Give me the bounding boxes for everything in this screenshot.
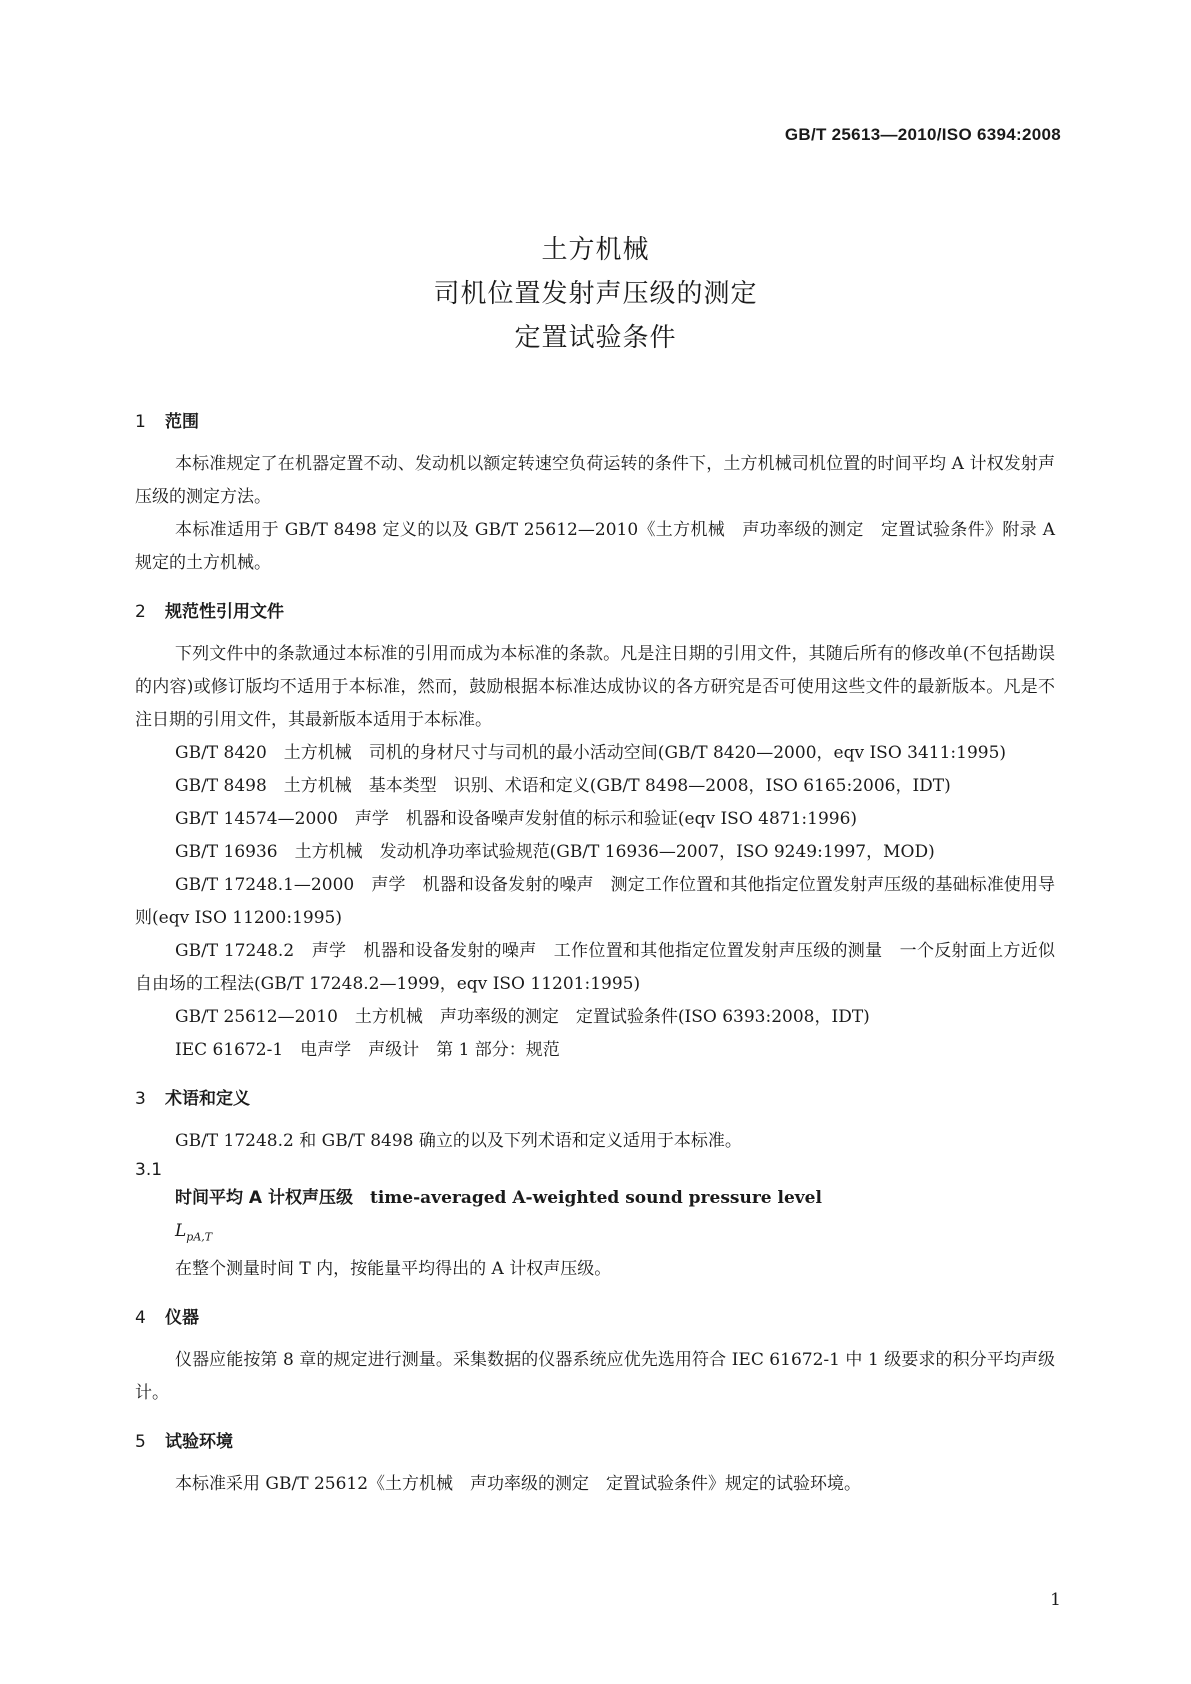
title-line-1: 土方机械: [541, 235, 650, 265]
section-title: 规范性引用文件: [165, 602, 284, 622]
term-number: 3.1: [135, 1160, 163, 1180]
section-1-heading: [135, 410, 1055, 434]
section-4-heading: [135, 1306, 1055, 1330]
reference-item: GB/T 16936 土方机械 发动机净功率试验规范(GB/T 16936—2007，ISO 9249:1997，MOD): [175, 842, 935, 862]
term-definition: 在整个测量时间 T 内，按能量平均得出的 A 计权声压级。: [175, 1259, 612, 1280]
section-number: 1: [135, 412, 146, 432]
paragraph: 仪器应能按第 8 章的规定进行测量。采集数据的仪器系统应优先选用符合 IEC 61672-1 中 1 级要求的积分平均声级计。: [135, 1350, 1055, 1404]
section-title: 术语和定义: [165, 1089, 250, 1109]
reference-item: GB/T 14574—2000 声学 机器和设备噪声发射值的标示和验证(eqv ISO 4871:1996): [175, 809, 858, 829]
section-title: 仪器: [165, 1308, 199, 1329]
symbol-subscript: pA,T: [186, 1230, 213, 1244]
paragraph: 本标准规定了在机器定置不动、发动机以额定转速空负荷运转的条件下，土方机械司机位置的时间平均 A 计权发射声压级的测定方法。: [135, 454, 1055, 507]
standard-code: GB/T 25613—2010/ISO 6394:2008: [784, 125, 1061, 144]
section-title: 试验环境: [165, 1432, 233, 1453]
reference-item: GB/T 8420 土方机械 司机的身材尺寸与司机的最小活动空间(GB/T 8420—2000，eqv ISO 3411:1995): [175, 743, 1007, 763]
document-body: [135, 410, 1055, 1501]
document-title: [0, 228, 1191, 360]
paragraph: 本标准适用于 GB/T 8498 定义的以及 GB/T 25612—2010《土方机械 声功率级的测定 定置试验条件》附录 A 规定的土方机械。: [135, 520, 1055, 573]
term-name: [135, 1182, 1055, 1215]
section-number: 3: [135, 1089, 146, 1109]
section-3-heading: [135, 1087, 1055, 1111]
section-title: 范围: [165, 412, 199, 432]
section-5-heading: [135, 1430, 1055, 1454]
title-line-2: 司机位置发射声压级的测定: [433, 279, 758, 309]
term-name-en: time-averaged A-weighted sound pressure level: [370, 1188, 822, 1208]
page-number: 1: [1050, 1590, 1061, 1610]
reference-item: GB/T 25612—2010 土方机械 声功率级的测定 定置试验条件(ISO 6393:2008，IDT): [175, 1007, 870, 1027]
section-2-heading: [135, 600, 1055, 624]
section-number: 2: [135, 602, 146, 622]
reference-item: GB/T 17248.1—2000 声学 机器和设备发射的噪声 测定工作位置和其他指定位置发射声压级的基础标准使用导则(eqv ISO 11200:1995): [135, 875, 1055, 928]
term-symbol: [135, 1215, 1055, 1253]
section-number: 5: [135, 1432, 146, 1453]
paragraph: GB/T 17248.2 和 GB/T 8498 确立的以及下列术语和定义适用于本标准。: [175, 1131, 742, 1151]
term-name-cn: 时间平均 A 计权声压级: [175, 1188, 353, 1208]
symbol-main: L: [175, 1221, 187, 1241]
title-line-3: 定置试验条件: [514, 323, 677, 353]
section-number: 4: [135, 1308, 146, 1329]
paragraph: 本标准采用 GB/T 25612《土方机械 声功率级的测定 定置试验条件》规定的试验环境。: [175, 1474, 862, 1495]
paragraph: 下列文件中的条款通过本标准的引用而成为本标准的条款。凡是注日期的引用文件，其随后所有的修改单(不包括勘误的内容)或修订版均不适用于本标准，然而，鼓励根据本标准达成协议的各方研究是否可使用这些文件的最新版本。凡是不注日期的引用文件，其最新版本适用于本标准。: [135, 644, 1055, 730]
reference-item: GB/T 8498 土方机械 基本类型 识别、术语和定义(GB/T 8498—2008，ISO 6165:2006，IDT): [175, 776, 951, 796]
reference-item: GB/T 17248.2 声学 机器和设备发射的噪声 工作位置和其他指定位置发射声压级的测量 一个反射面上方近似自由场的工程法(GB/T 17248.2—1999，eqv ISO 11201:1995): [135, 941, 1055, 994]
reference-item: IEC 61672-1 电声学 声级计 第 1 部分：规范: [175, 1040, 560, 1060]
